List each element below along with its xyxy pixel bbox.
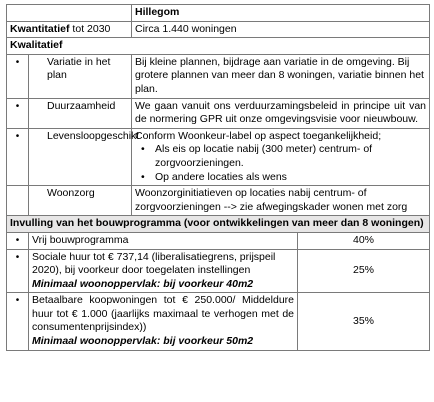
item-text: Conform Woonkeur-label op aspect toegankelijkheid; [135, 129, 382, 142]
kwalitatief-label: Kwalitatief [7, 38, 430, 55]
sub-list-item [141, 170, 426, 185]
bullet-icon: • [7, 249, 29, 293]
housing-policy-table [6, 4, 430, 351]
item-label: Duurzaamheid [29, 98, 132, 128]
item-text-block [132, 128, 430, 185]
header-empty-cell [7, 5, 132, 22]
item-label: Levensloopgeschikt [29, 128, 132, 185]
bullet-icon: • [141, 170, 145, 183]
kwantitatief-label-rest: tot 2030 [69, 22, 111, 35]
sub-list-item-text: Als eis op locatie nabij (300 meter) centrum- of zorgvoorzieningen. [155, 143, 373, 169]
kwantitatief-row [7, 21, 430, 38]
program-row-body [29, 293, 298, 350]
list-item [7, 54, 430, 98]
sub-list-item-text: Op andere locaties als wens [155, 170, 287, 183]
kwalitatief-row [7, 38, 430, 55]
program-row-text: Betaalbare koopwoningen tot € 250.000/ Middeldure huur tot € 1.000 (jaarlijks maximaal te verhogen met de consumentenprijsindex)) [32, 294, 294, 334]
program-row-note: Minimaal woonoppervlak: bij voorkeur 40m2 [32, 277, 254, 290]
list-item [7, 128, 430, 185]
program-row-text: Vrij bouwprogramma [29, 232, 298, 249]
program-row-percent: 25% [298, 249, 430, 293]
list-item [7, 186, 430, 216]
bullet-icon: • [7, 54, 29, 98]
item-text: Bij kleine plannen, bijdrage aan variatie in de omgeving. Bij grotere plannen van meer dan 8 woningen, variatie binnen het plan. [132, 54, 430, 98]
bullet-icon: • [141, 143, 145, 156]
kwantitatief-value: Circa 1.440 woningen [132, 21, 430, 38]
bullet-icon: • [7, 128, 29, 185]
program-row-body [29, 249, 298, 293]
kwantitatief-label [7, 21, 132, 38]
sub-list-item [141, 143, 426, 170]
bullet-empty-cell [7, 186, 29, 216]
kwantitatief-label-bold: Kwantitatief [10, 22, 70, 35]
bullet-icon: • [7, 98, 29, 128]
program-row [7, 232, 430, 249]
program-row [7, 249, 430, 293]
program-row [7, 293, 430, 350]
program-row-note: Minimaal woonoppervlak: bij voorkeur 50m2 [32, 335, 254, 348]
program-row-percent: 40% [298, 232, 430, 249]
program-heading: Invulling van het bouwprogramma (voor ontwikkelingen van meer dan 8 woningen) [7, 216, 430, 233]
item-text: We gaan vanuit ons verduurzamingsbeleid in principe uit van de normering GPR uit onze omgevingsvisie voor nieuwbouw. [132, 98, 430, 128]
program-row-percent: 35% [298, 293, 430, 350]
program-heading-row [7, 216, 430, 233]
table-header-row [7, 5, 430, 22]
list-item [7, 98, 430, 128]
item-label: Variatie in het plan [29, 54, 132, 98]
sub-list [135, 143, 426, 184]
bullet-icon: • [7, 232, 29, 249]
item-label: Woonzorg [29, 186, 132, 216]
item-text: Woonzorginitiatieven op locaties nabij centrum- of zorgvoorzieningen --> zie afwegingskader wonen met zorg [132, 186, 430, 216]
program-row-text: Sociale huur tot € 737,14 (liberalisatiegrens, prijspeil 2020), bij voorkeur door toegelaten instellingen [32, 250, 276, 277]
bullet-icon: • [7, 293, 29, 350]
column-header-hillegom: Hillegom [132, 5, 430, 22]
